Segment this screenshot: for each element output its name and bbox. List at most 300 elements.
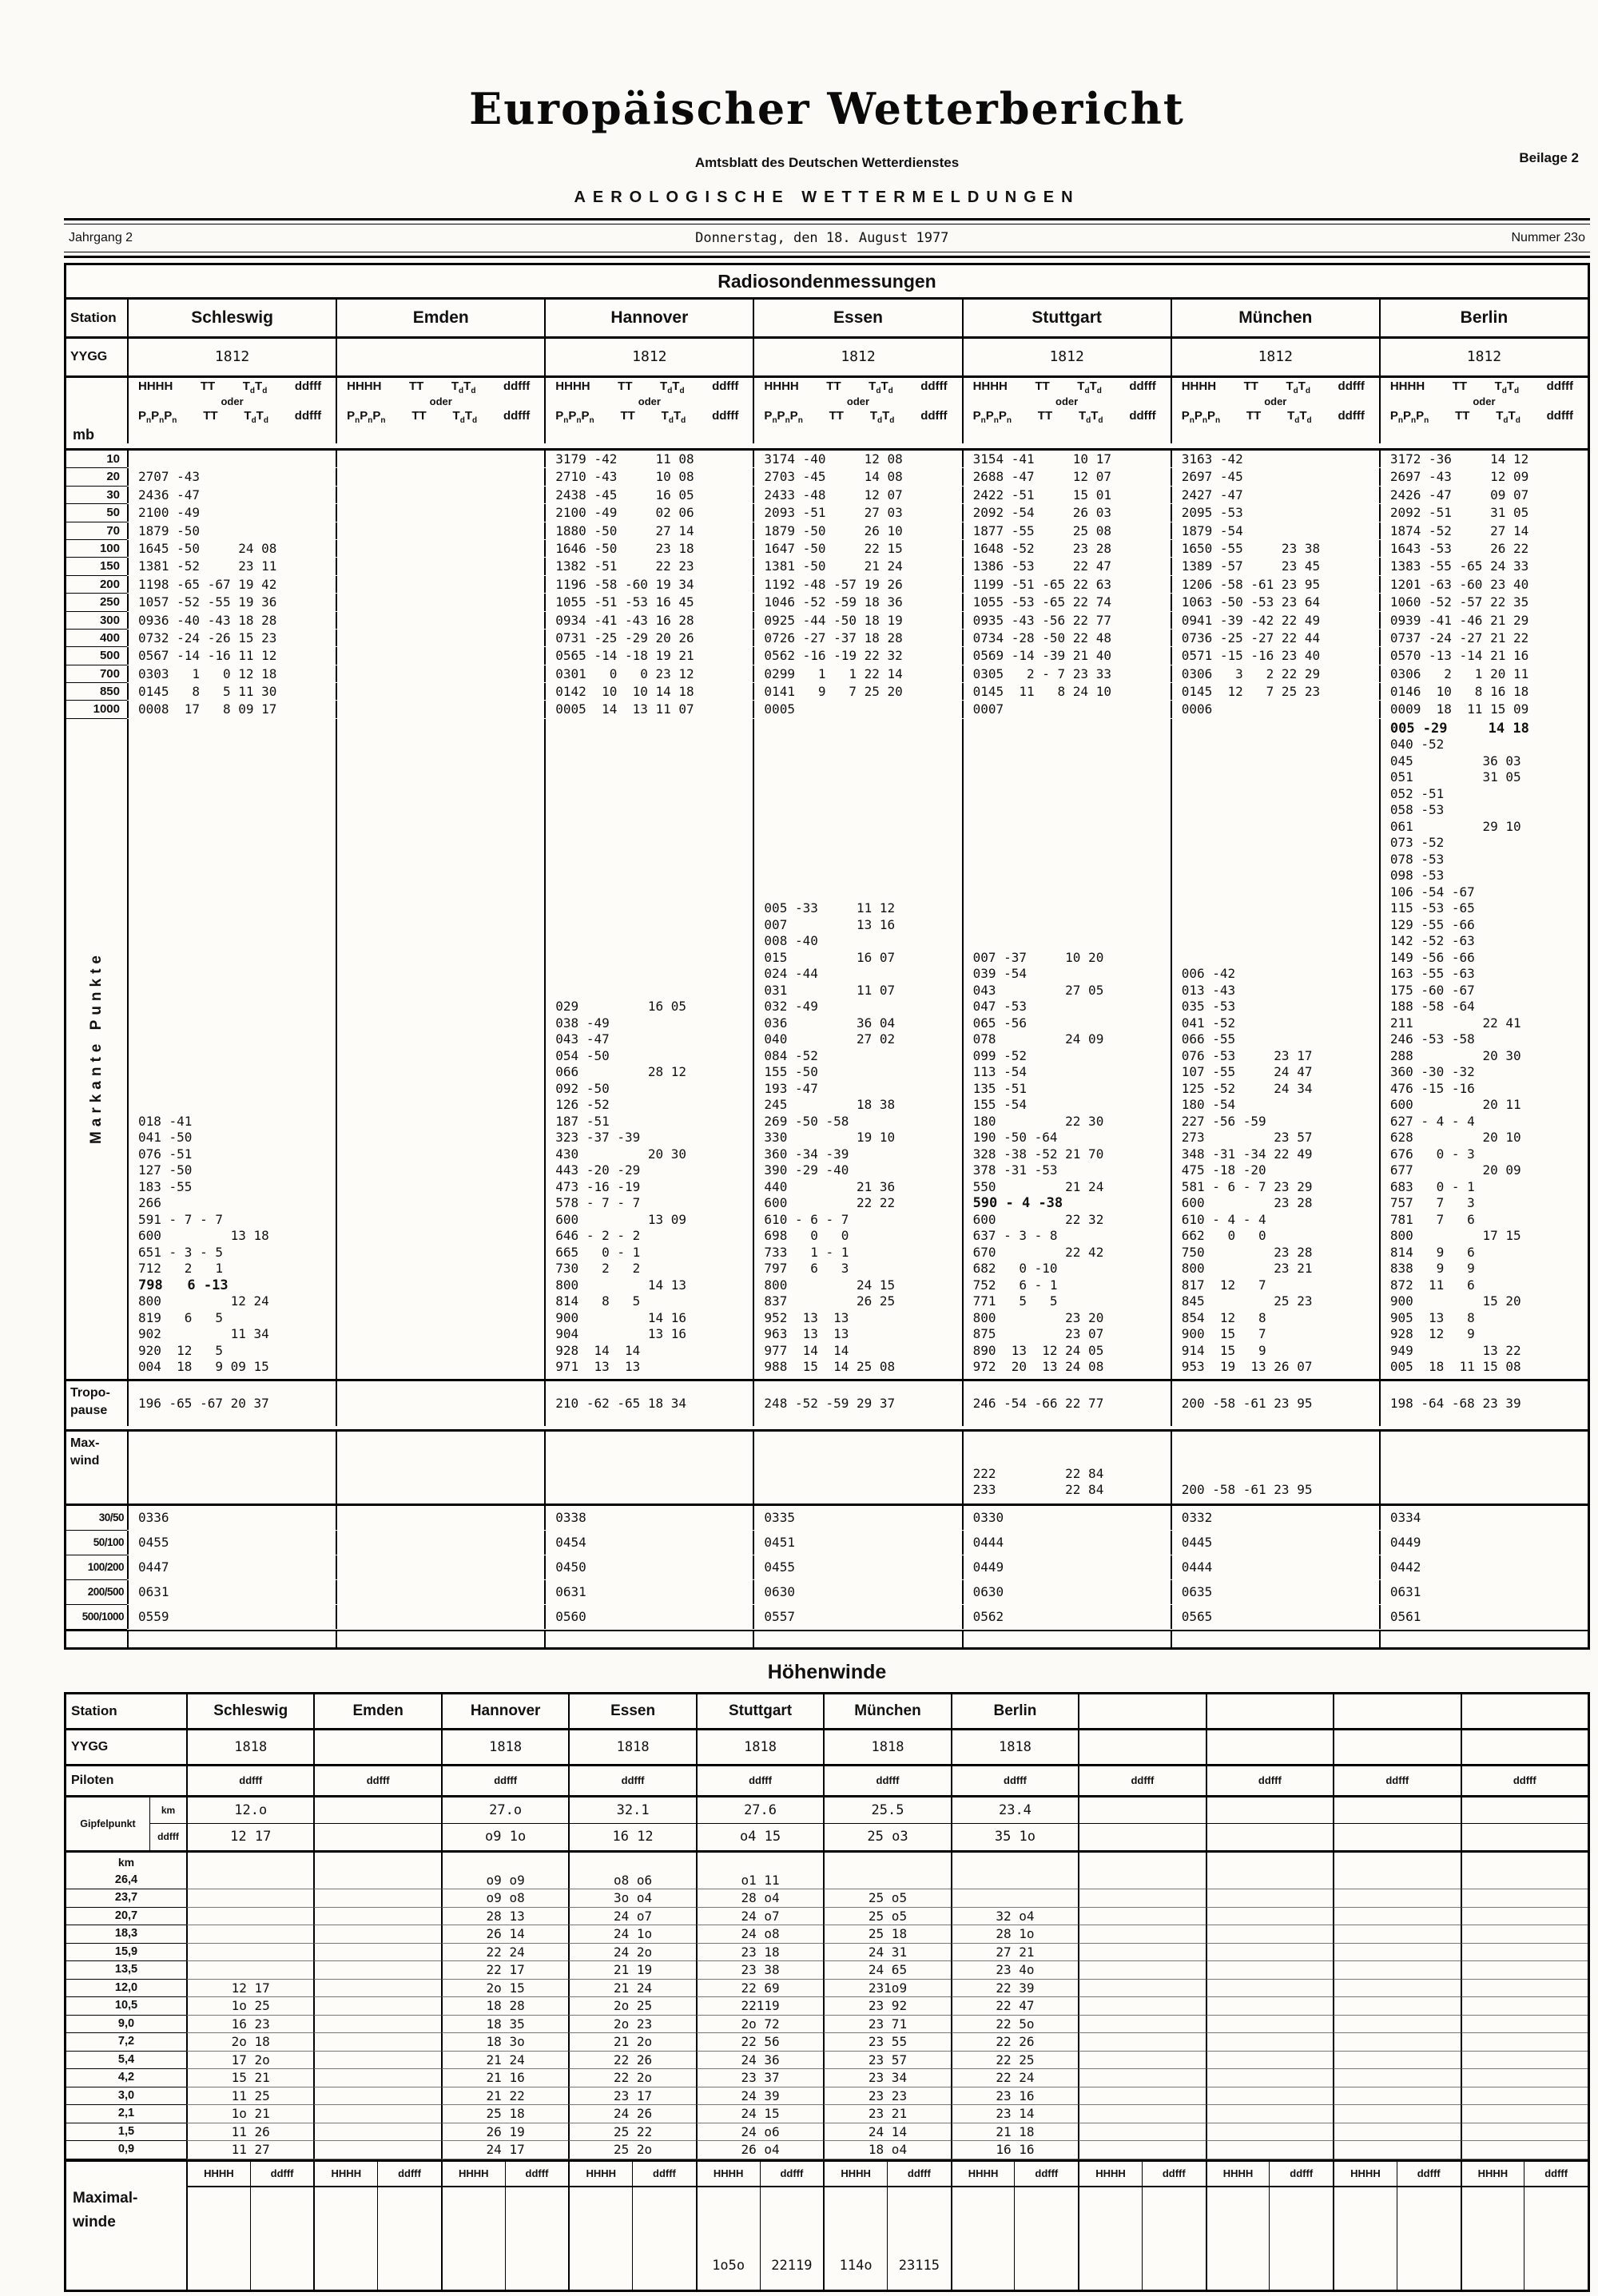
pressure-label: 50 [66,504,127,522]
maxwind-data [1379,1429,1588,1504]
wind-data [1461,1980,1588,1998]
table-row [66,630,1588,647]
hoehenwinde-table [64,1692,1590,2292]
level-data [336,522,544,539]
wind-data [313,2016,440,2034]
level-data: 1879 -50 [127,522,336,539]
tropopause-data: 210 -62 -65 18 34 [544,1379,753,1426]
ddfff-header: ddfff [1397,2159,1461,2186]
station-name: Berlin [951,1694,1078,1728]
mean-layer-data: 0631 [1379,1580,1588,1604]
wind-data: 11 27 [186,2141,313,2159]
markante-line: 928 12 9 [1389,1326,1475,1342]
blank-cell [66,2159,186,2186]
level-data [336,504,544,521]
pressure-label: 150 [66,558,127,575]
markante-line: 007 -37 10 20 [972,949,1104,965]
markante-line: 988 15 14 25 08 [764,1359,896,1375]
level-data: 0565 -14 -18 19 21 [544,647,753,664]
markante-line: 845 25 23 [1181,1293,1313,1309]
wind-data: 22 47 [951,1997,1078,2016]
altitude-label: 15,9 [66,1944,186,1962]
markante-line: 800 23 20 [972,1309,1104,1325]
level-data: 3163 -42 [1171,448,1379,467]
table-row [66,1555,1588,1580]
markante-line: 971 13 13 [555,1359,641,1375]
mean-layer-data: 0335 [753,1504,961,1530]
markante-line: 008 -40 [764,933,818,949]
wind-data [1333,1889,1460,1908]
table-row [66,2105,1588,2123]
level-data: 0005 14 13 11 07 [544,701,753,717]
wind-data: 2o 15 [441,1980,568,1998]
gipfelpunkt-ddfff-value: 16 12 [612,1829,654,1845]
gipfelpunkt-data [568,1795,695,1850]
wind-data: 12 17 [186,1980,313,1998]
markante-line: 273 23 57 [1181,1130,1313,1146]
markante-line: 662 0 0 [1181,1228,1266,1244]
wind-data [1461,2141,1588,2159]
wind-data [1333,2016,1460,2034]
table-row [66,2033,1588,2052]
level-data: 2697 -45 [1171,468,1379,485]
gipfelpunkt-data [186,1795,313,1850]
jahrgang-label: Jahrgang 2 [69,231,133,244]
hoehenwinde-title: Höhenwinde [767,1660,887,1683]
markante-line: 036 36 04 [764,1015,896,1031]
markante-line: 323 -37 -39 [555,1130,641,1146]
pressure-label: 1000 [66,701,127,718]
level-data: 1643 -53 26 22 [1379,540,1588,557]
wind-data: 3o o4 [568,1889,695,1908]
table-row [66,1944,1588,1962]
mean-layer-data: 0630 [962,1580,1171,1604]
blank-cell [127,1630,336,1647]
level-data [336,448,544,467]
markante-line: 183 -55 [138,1178,193,1194]
markante-line: 627 - 4 - 4 [1389,1113,1475,1129]
maximalwinde-ddfff-value [1269,2186,1333,2290]
wind-data: 22 26 [951,2033,1078,2052]
markante-line: 040 27 02 [764,1031,896,1047]
level-data [127,448,336,467]
level-data: 0935 -43 -56 22 77 [962,612,1171,629]
markante-line: 476 -15 -16 [1389,1080,1475,1096]
table-row [66,1908,1588,1926]
pressure-label: 30 [66,487,127,504]
mean-layer-data: 0332 [1171,1504,1379,1530]
wind-data: 11 25 [186,2087,313,2106]
level-data: 0306 2 1 20 11 [1379,665,1588,682]
markante-line: 155 -54 [972,1097,1027,1113]
pressure-label: 20 [66,468,127,486]
yygg-value [313,1728,440,1764]
wind-data [1461,1997,1588,2016]
level-data: 0731 -25 -29 20 26 [544,630,753,646]
pressure-label: 700 [66,665,127,683]
maxwind-data [962,1429,1171,1504]
level-data: 0939 -41 -46 21 29 [1379,612,1588,629]
markante-line: 113 -54 [972,1064,1027,1080]
column-header: HHHH TT $T_dT_d$ ddfff oder $P_nP_nP_n$ TT $T_dT_d$ ddfff [1171,375,1379,443]
wind-data [1206,2087,1333,2106]
yygg-value: 1818 [696,1728,823,1764]
wind-data: 25 o5 [823,1889,950,1908]
gipfelpunkt-ddfff-value [1462,1824,1588,1850]
wind-data [313,2123,440,2142]
markante-line: 043 27 05 [972,982,1104,998]
table-row [66,1872,1588,1890]
yygg-value: 1818 [568,1728,695,1764]
markante-line: 066 -55 [1181,1031,1236,1047]
level-data: 1648 -52 23 28 [962,540,1171,557]
pressure-label: 400 [66,630,127,647]
mean-layer-data [336,1531,544,1555]
ddfff-header: ddfff [887,2159,951,2186]
wind-data: 23 38 [696,1961,823,1980]
markante-line: 211 22 41 [1389,1015,1521,1031]
wind-data [313,1872,440,1890]
level-data: 1650 -55 23 38 [1171,540,1379,557]
mean-layer-data [336,1605,544,1629]
markante-line: 018 -41 [138,1113,193,1129]
ddfff-header: ddfff [1333,1764,1460,1795]
level-data: 1206 -58 -61 23 95 [1171,576,1379,593]
markante-line: 698 0 0 [764,1228,849,1244]
markante-line: 733 1 - 1 [764,1244,849,1260]
maximalwinde-ddfff-value [1142,2186,1206,2290]
level-data: 2707 -43 [127,468,336,485]
wind-data: 24 o8 [696,1925,823,1944]
level-data: 1879 -50 26 10 [753,522,961,539]
table-row [66,576,1588,594]
wind-data: 17 2o [186,2052,313,2070]
beilage-label: Beilage 2 [1519,150,1579,165]
altitude-label: 26,4 [66,1872,186,1890]
table-row [66,300,1588,336]
gipfelpunkt-data [1333,1795,1460,1850]
level-data [336,540,544,557]
markante-line: 390 -29 -40 [764,1162,849,1178]
markante-line: 665 0 - 1 [555,1244,641,1260]
wind-data: 2o 18 [186,2033,313,2052]
level-data [336,647,544,664]
maximalwinde-hhhh-value [1078,2186,1142,2290]
altitude-label: 0,9 [66,2141,186,2159]
pressure-label: 100 [66,540,127,558]
gipfelpunkt-ddfff-value: 25 o3 [867,1829,908,1845]
markante-line: 006 -42 [1181,966,1236,982]
blank-cell [951,1850,1078,1872]
yygg-value [1333,1728,1460,1764]
markante-line: 628 20 10 [1389,1130,1521,1146]
blank-cell [1379,1630,1588,1647]
station-name: Emden [313,1694,440,1728]
altitude-label: 3,0 [66,2087,186,2106]
wind-data: 24 o7 [696,1908,823,1926]
wind-data [1206,1961,1333,1980]
wind-data: 16 16 [951,2141,1078,2159]
markante-line: 750 23 28 [1181,1244,1313,1260]
level-data: 2422 -51 15 01 [962,487,1171,503]
altitude-label: 2,1 [66,2105,186,2123]
table-row [66,448,1588,468]
blank-cell [962,1630,1171,1647]
table-row [66,612,1588,630]
markante-line: 581 - 6 - 7 23 29 [1181,1178,1313,1194]
gipfelpunkt-km-value: 23.4 [952,1797,1078,1824]
wind-data: 18 3o [441,2033,568,2052]
ddfff-header: ddfff [313,1764,440,1795]
markante-line: 914 15 9 [1181,1342,1266,1358]
markante-label [66,719,127,1376]
pressure-label: 300 [66,612,127,630]
page-title: Europäischer Wetterbericht [469,83,1185,134]
wind-data: 15 21 [186,2069,313,2087]
ddfff-header: ddfff [632,2159,696,2186]
wind-data: 25 22 [568,2123,695,2142]
markante-line: 730 2 2 [555,1261,641,1277]
wind-data: 18 35 [441,2016,568,2034]
gipfelpunkt-ddfff-value [1334,1824,1460,1850]
level-data: 1057 -52 -55 19 36 [127,594,336,610]
wind-data [1461,2016,1588,2034]
hhhh-header: HHHH [1333,2159,1397,2186]
markante-line: 045 36 03 [1389,753,1521,769]
markante-line: 610 - 4 - 4 [1181,1211,1266,1227]
wind-data [313,1908,440,1926]
gipfelpunkt-sublabels [149,1797,186,1850]
station-label: Station [71,1702,117,1718]
blank-cell [336,1630,544,1647]
markante-data [544,719,753,1379]
gipfelpunkt-data [1078,1795,1205,1850]
markante-line: 902 11 34 [138,1326,269,1342]
level-data: 1055 -51 -53 16 45 [544,594,753,610]
hhhh-header: HHHH [568,2159,632,2186]
markante-line: 677 20 09 [1389,1162,1521,1178]
table-row [66,1504,1588,1531]
gipfelpunkt-data [696,1795,823,1850]
pressure-label: 10 [66,448,127,468]
level-data: 0925 -44 -50 18 19 [753,612,961,629]
table-row [66,1531,1588,1555]
wind-data: 21 16 [441,2069,568,2087]
wind-data: 21 19 [568,1961,695,1980]
markante-line: 817 12 7 [1181,1277,1266,1293]
wind-data: 22 2o [568,2069,695,2087]
table-row [66,540,1588,558]
level-data: 1046 -52 -59 18 36 [753,594,961,610]
yygg-value: 1812 [753,336,961,375]
wind-data [1333,2105,1460,2123]
blank-cell [441,1850,568,1872]
level-data: 1198 -65 -67 19 42 [127,576,336,593]
markante-line: 005 18 11 15 08 [1389,1359,1521,1375]
wind-data [1206,2105,1333,2123]
table-row [66,468,1588,486]
ddfff-header: ddfff [951,1764,1078,1795]
markante-line: 099 -52 [972,1047,1027,1063]
wind-data: 1o 21 [186,2105,313,2123]
level-data: 0305 2 - 7 23 33 [962,665,1171,682]
wind-data: 24 14 [823,2123,950,2142]
markante-line: 430 20 30 [555,1146,687,1162]
level-data [336,558,544,574]
wind-data [1206,2052,1333,2070]
wind-data [313,1925,440,1944]
markante-line: 800 24 15 [764,1277,896,1293]
gipfelpunkt-km-value: 25.5 [825,1797,950,1824]
markante-data [127,719,336,1379]
wind-data [1206,2141,1333,2159]
blank-cell [186,1850,313,1872]
level-data [336,630,544,646]
yygg-value [1078,1728,1205,1764]
yygg-value [1461,1728,1588,1764]
wind-data: 26 19 [441,2123,568,2142]
level-data: 0571 -15 -16 23 40 [1171,647,1379,664]
level-data: 2095 -53 [1171,504,1379,521]
wind-data [1206,1889,1333,1908]
column-header: HHHH TT $T_dT_d$ ddfff oder $P_nP_nP_n$ TT $T_dT_d$ ddfff [962,375,1171,443]
markante-line: 838 9 9 [1389,1261,1475,1277]
wind-data [1078,1961,1205,1980]
mean-layer-data: 0562 [962,1605,1171,1629]
issue-row [64,224,1590,252]
wind-data: 27 21 [951,1944,1078,1962]
station-name: Emden [336,300,544,336]
issue-date: Donnerstag, den 18. August 1977 [695,230,949,246]
wind-data [1333,1961,1460,1980]
station-name: Schleswig [127,300,336,336]
level-data: 3179 -42 11 08 [544,448,753,467]
mean-layer-data: 0444 [1171,1555,1379,1579]
gipfelpunkt-km-value [315,1797,440,1824]
markante-line: 098 -53 [1389,868,1445,884]
markante-line: 578 - 7 - 7 [555,1195,641,1211]
wind-data: 28 o4 [696,1889,823,1908]
level-data: 0737 -24 -27 21 22 [1379,630,1588,646]
level-data: 2688 -47 12 07 [962,468,1171,485]
yygg-value: 1812 [1171,336,1379,375]
markante-line: 005 -29 14 18 [1389,720,1529,737]
wind-data [186,1872,313,1890]
mean-layer-data: 0560 [544,1605,753,1629]
wind-data [951,1889,1078,1908]
markante-line: 670 22 42 [972,1244,1104,1260]
gipfelpunkt-label [66,1795,186,1850]
mean-layer-data: 0557 [753,1605,961,1629]
maximalwinde-ddfff-value [505,2186,569,2290]
blank-cell [823,1850,950,1872]
level-data: 2436 -47 [127,487,336,503]
masthead [64,0,1590,207]
mean-layer-data [336,1504,544,1530]
wind-data [313,1997,440,2016]
blank-cell [313,1850,440,1872]
divider [64,252,1590,258]
wind-data: 1o 25 [186,1997,313,2016]
table-row [66,647,1588,665]
markante-line: 712 2 1 [138,1261,223,1277]
station-name: Schleswig [186,1694,313,1728]
maximalwinde-hhhh-value [313,2186,377,2290]
maxwind-data [1171,1429,1379,1504]
hhhh-header: HHHH [1461,2159,1524,2186]
wind-data [1333,2033,1460,2052]
yygg-value: 1818 [951,1728,1078,1764]
level-data: 1645 -50 24 08 [127,540,336,557]
level-data: 1201 -63 -60 23 40 [1379,576,1588,593]
wind-data [186,1908,313,1926]
wind-data [313,2087,440,2106]
table-row [66,487,1588,504]
column-header: HHHH TT $T_dT_d$ ddfff oder $P_nP_nP_n$ TT $T_dT_d$ ddfff [1379,375,1588,443]
level-data: 0934 -41 -43 16 28 [544,612,753,629]
wind-data [1461,1925,1588,1944]
markante-line: 676 0 - 3 [1389,1146,1475,1162]
table-row [66,665,1588,683]
wind-data [1333,1997,1460,2016]
table-row [66,1997,1588,2016]
markante-line: 949 13 22 [1389,1342,1521,1358]
wind-data [1206,1997,1333,2016]
markante-line: 193 -47 [764,1080,818,1096]
markante-line: 051 31 05 [1389,769,1521,785]
maximalwinde-hhhh-value [951,2186,1015,2290]
markante-line: 013 -43 [1181,982,1236,998]
ddfff-header: ddfff [1461,1764,1588,1795]
station-name: Stuttgart [696,1694,823,1728]
level-data: 0299 1 1 22 14 [753,665,961,682]
yygg-value: 1818 [823,1728,950,1764]
markante-line: 443 -20 -29 [555,1162,641,1178]
markante-line: 872 11 6 [1389,1277,1475,1293]
table-row [66,336,1588,375]
altitude-label: 20,7 [66,1908,186,1926]
level-data: 1381 -50 21 24 [753,558,961,574]
column-header: HHHH TT $T_dT_d$ ddfff oder $P_nP_nP_n$ TT $T_dT_d$ ddfff [544,375,753,443]
markante-line: 155 -50 [764,1064,818,1080]
wind-data [313,1980,440,1998]
altitude-label: 5,4 [66,2052,186,2070]
level-data: 0569 -14 -39 21 40 [962,647,1171,664]
tropopause-data: 248 -52 -59 29 37 [753,1379,961,1426]
level-data: 0301 0 0 23 12 [544,665,753,682]
wind-data [1333,1944,1460,1962]
markante-line: 035 -53 [1181,999,1236,1015]
table-row [66,2069,1588,2087]
markante-line: 600 22 22 [764,1195,896,1211]
level-data [336,612,544,629]
wind-data [1206,1944,1333,1962]
maximalwinde-label: Maximal- winde [73,2189,138,2230]
markante-vertical-label: Markante Punkte [88,950,105,1144]
mean-layer-data: 0630 [753,1580,961,1604]
ddfff-header: ddfff [505,2159,569,2186]
tropopause-data: 246 -54 -66 22 77 [962,1379,1171,1426]
mean-layer-data: 0449 [1379,1531,1588,1555]
markante-line: 269 -50 -58 [764,1113,849,1129]
maxwind-line: 222 22 84 [972,1465,1104,1481]
markante-line: 029 16 05 [555,999,687,1015]
wind-data: o8 o6 [568,1872,695,1890]
hhhh-header: HHHH [186,2159,250,2186]
wind-data: 25 18 [823,1925,950,1944]
wind-data: 26 14 [441,1925,568,1944]
markante-line: 771 5 5 [972,1293,1058,1309]
